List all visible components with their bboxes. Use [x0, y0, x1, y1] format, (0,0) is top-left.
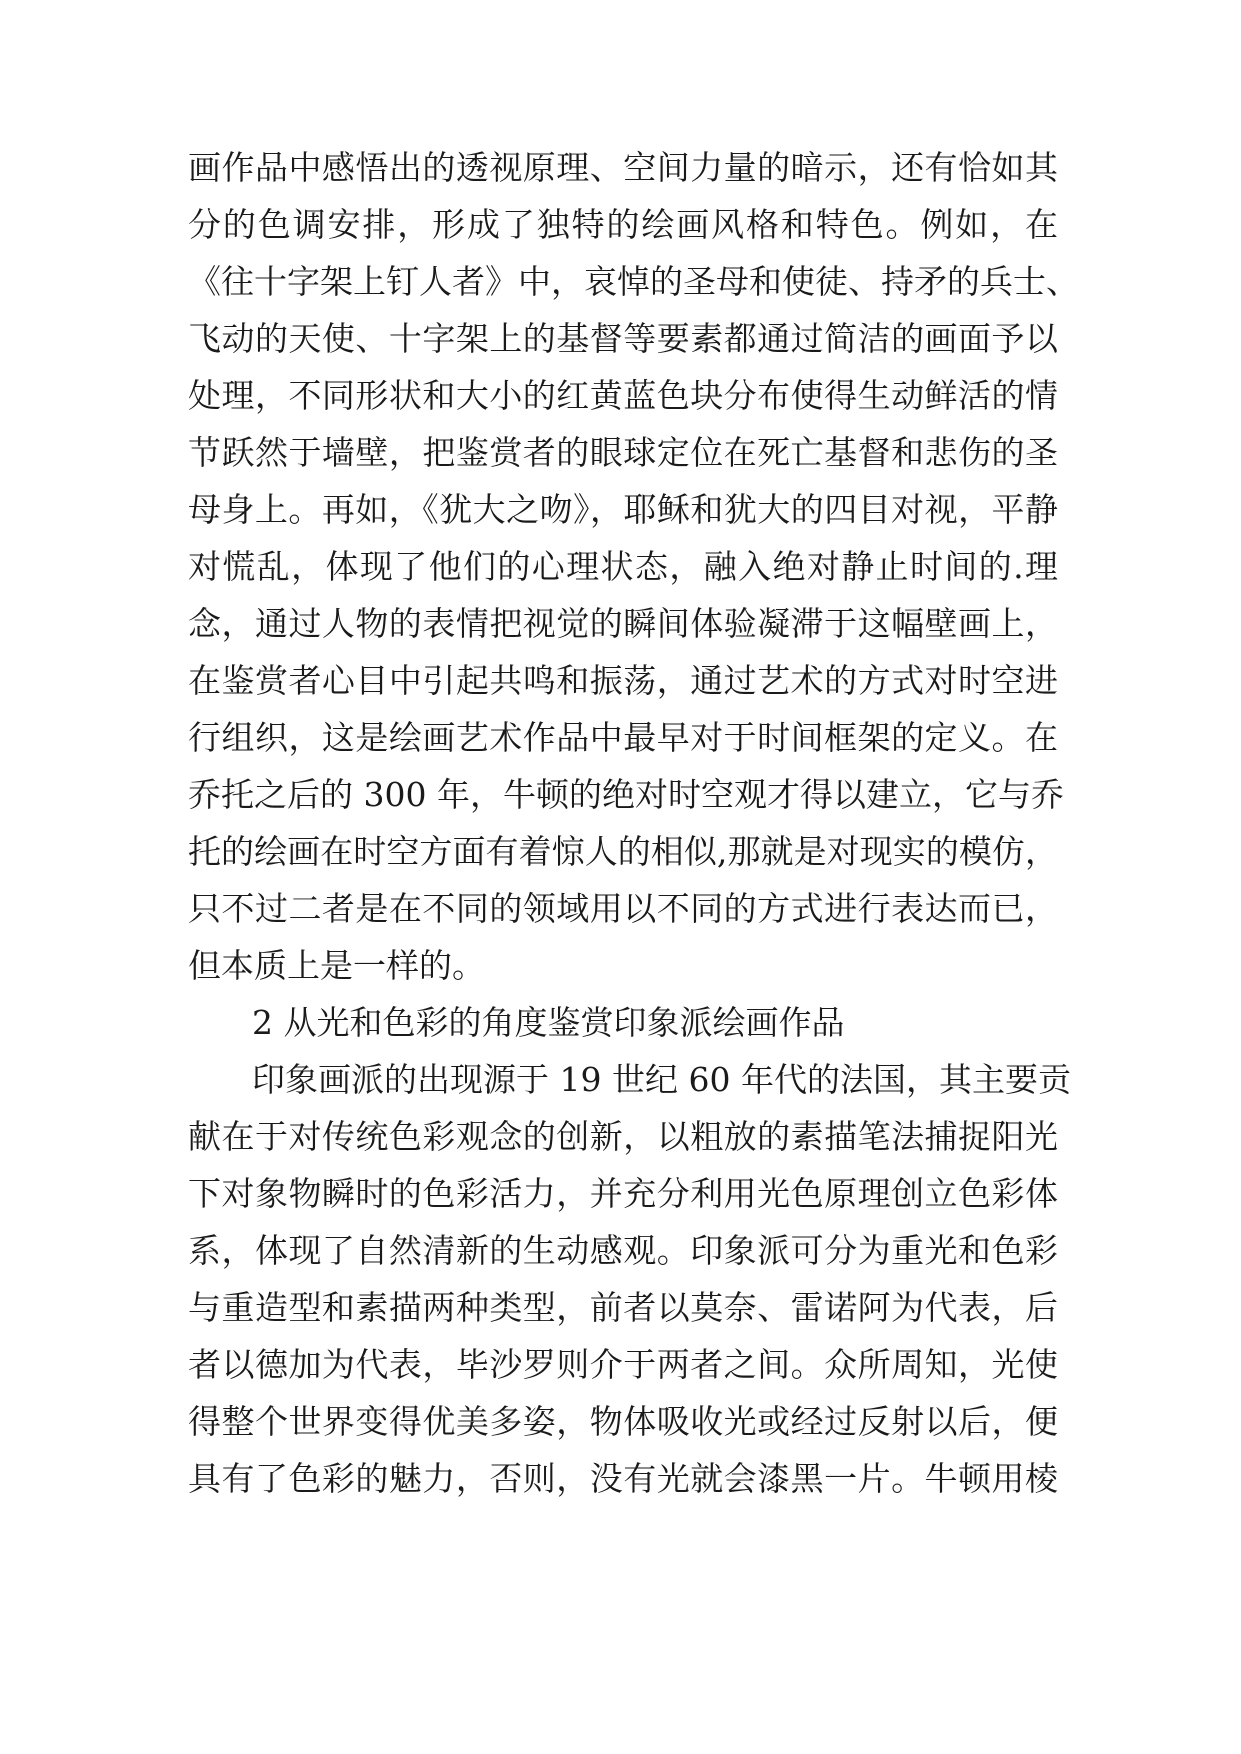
text-line: 对慌乱，体现了他们的心理状态，融入绝对静止时间的.理: [188, 547, 1058, 586]
text-line: 画作品中感悟出的透视原理、空间力量的暗示，还有恰如其: [188, 148, 1058, 187]
text-line: 印象画派的出现源于 19 世纪 60 年代的法国，其主要贡: [252, 1060, 1071, 1099]
text-line: 行组织，这是绘画艺术作品中最早对于时间框架的定义。在: [188, 718, 1058, 757]
text-line: 分的色调安排，形成了独特的绘画风格和特色。例如，在: [188, 205, 1058, 244]
text-line: 飞动的天使、十字架上的基督等要素都通过简洁的画面予以: [188, 319, 1058, 358]
text-line: 念，通过人物的表情把视觉的瞬间体验凝滞于这幅壁画上，: [188, 604, 1058, 643]
text-line: 系，体现了自然清新的生动感观。印象派可分为重光和色彩: [188, 1231, 1058, 1270]
text-line: 在鉴赏者心目中引起共鸣和振荡，通过艺术的方式对时空进: [188, 661, 1058, 700]
text-line: 托的绘画在时空方面有着惊人的相似,那就是对现实的模仿，: [188, 832, 1058, 871]
text-line: 下对象物瞬时的色彩活力，并充分利用光色原理创立色彩体: [188, 1174, 1058, 1213]
text-line: 者以德加为代表，毕沙罗则介于两者之间。众所周知，光使: [188, 1345, 1058, 1384]
text-line: 得整个世界变得优美多姿，物体吸收光或经过反射以后，便: [188, 1402, 1058, 1441]
section-heading: 2 从光和色彩的角度鉴赏印象派绘画作品: [252, 1003, 845, 1042]
text-line: 只不过二者是在不同的领域用以不同的方式进行表达而已，: [188, 889, 1058, 928]
text-line: 献在于对传统色彩观念的创新，以粗放的素描笔法捕捉阳光: [188, 1117, 1058, 1156]
text-line: 但本质上是一样的。: [188, 946, 485, 985]
text-line: 与重造型和素描两种类型，前者以莫奈、雷诺阿为代表，后: [188, 1288, 1058, 1327]
text-line: 母身上。再如，《犹大之吻》，耶稣和犹大的四目对视，平静: [188, 490, 1058, 529]
text-line: 处理，不同形状和大小的红黄蓝色块分布使得生动鲜活的情: [188, 376, 1058, 415]
text-line: 具有了色彩的魅力，否则，没有光就会漆黑一片。牛顿用棱: [188, 1459, 1058, 1498]
text-line: 乔托之后的 300 年，牛顿的绝对时空观才得以建立，它与乔: [188, 775, 1064, 814]
text-line: 节跃然于墙壁，把鉴赏者的眼球定位在死亡基督和悲伤的圣: [188, 433, 1058, 472]
text-line: 《往十字架上钉人者》中，哀悼的圣母和使徒、持矛的兵士、: [188, 262, 1079, 301]
